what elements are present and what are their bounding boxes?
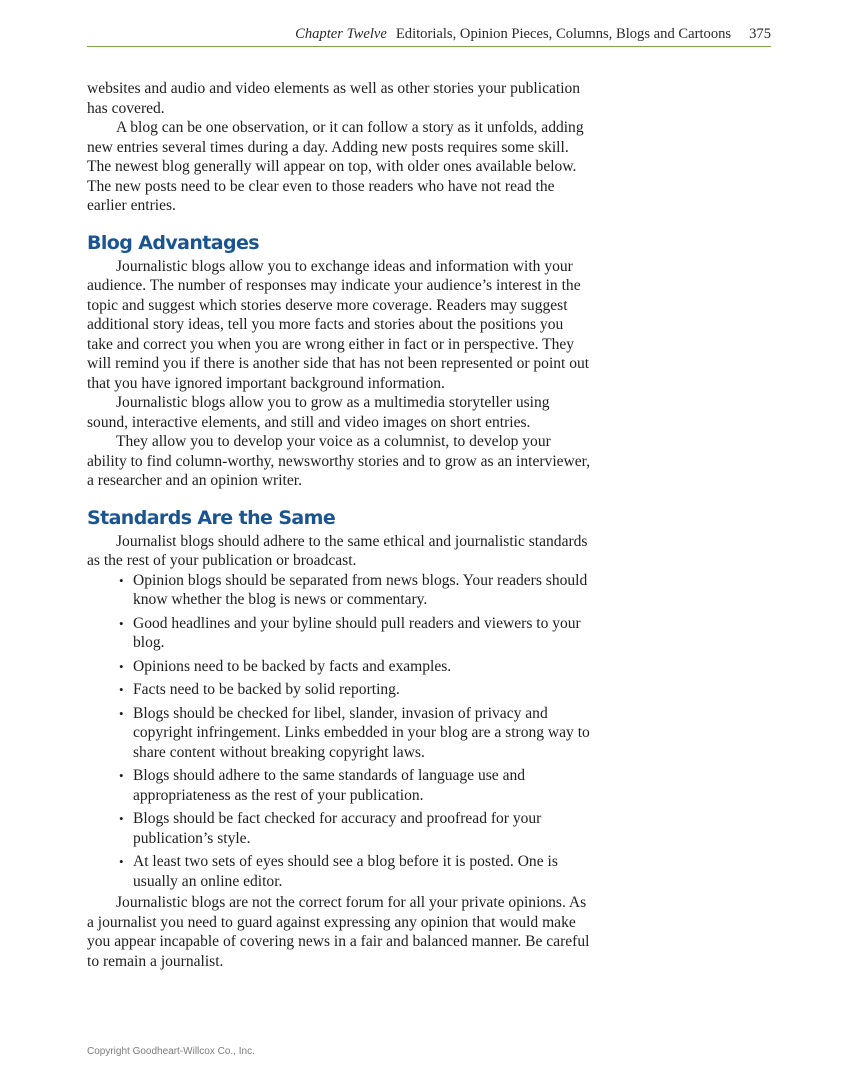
standards-lead-paragraph: Journalist blogs should adhere to the same ethical and journalistic standards as the rest of your publication or broadcast.: [87, 532, 588, 569]
bullet-icon: •: [119, 658, 124, 674]
section-heading-blog-advantages: Blog Advantages: [87, 231, 260, 254]
body-text: [87, 79, 593, 971]
list-item-text: At least two sets of eyes should see a blog before it is posted. One is usually an online editor.: [133, 853, 558, 890]
list-item: [119, 809, 593, 848]
advantages-paragraph-3: They allow you to develop your voice as a columnist, to develop your ability to find column-worthy, newsworthy stories and to grow as an interviewer, a researcher and an opinion writer.: [87, 433, 591, 489]
bullet-icon: •: [119, 682, 124, 697]
intro-paragraph-2: A blog can be one observation, or it can follow a story as it unfolds, adding new entries several times during a day. Adding new posts requires some skill. The newest blog generally will appear on top, with older ones available below. The new posts need to be clear even to those readers who have not read the earlier entries.: [87, 119, 584, 214]
standards-closing-paragraph: Journalistic blogs are not the correct forum for all your private opinions. As a journalist you need to guard against expressing any opinion that would make you appear incapable of covering news in a fair and balanced manner. Be careful to remain a journalist.: [87, 894, 590, 970]
intro-paragraph-1: websites and audio and video elements as well as other stories your publication has covered.: [87, 80, 581, 117]
advantages-paragraph-2: Journalistic blogs allow you to grow as a multimedia storyteller using sound, interactive elements, and still and video images on short entries.: [87, 394, 550, 431]
bullet-icon: •: [119, 615, 124, 631]
list-item: [119, 766, 593, 805]
chapter-title: Editorials, Opinion Pieces, Columns, Blogs and Cartoons: [395, 26, 732, 42]
list-item-text: Blogs should be fact checked for accuracy and proofread for your publication’s style.: [133, 810, 542, 847]
list-item: [119, 614, 593, 653]
list-item: [119, 680, 593, 700]
list-item: [119, 852, 593, 891]
bullet-icon: •: [119, 572, 124, 588]
advantages-paragraph-1: Journalistic blogs allow you to exchange ideas and information with your audience. The number of responses may indicate your audience’s interest in the topic and suggest which stories deserve more coverage. Readers may suggest additional story ideas, tell you more facts and stories about the positions you take and correct you when you are wrong either in fact or in perspective. They will remind you if there is another side that has not been represented or point out that you have ignored important background information.: [87, 257, 590, 392]
list-item: [119, 571, 593, 610]
list-item-text: Opinions need to be backed by facts and examples.: [133, 657, 452, 675]
header-rule: [87, 46, 771, 47]
copyright-footer: Copyright Goodheart-Willcox Co., Inc.: [87, 1046, 255, 1057]
bullet-icon: •: [119, 768, 124, 783]
page-number: 375: [749, 26, 771, 42]
list-item-text: Blogs should be checked for libel, slander, invasion of privacy and copyright infringement. Links embedded in your blog are a strong way to share content without breaking copyright laws.: [133, 704, 590, 761]
running-head: [87, 26, 771, 43]
list-item: [119, 657, 593, 677]
chapter-label: Chapter Twelve: [295, 26, 387, 42]
bullet-icon: •: [119, 705, 124, 721]
list-item: [119, 704, 593, 763]
list-item-text: Opinion blogs should be separated from news blogs. Your readers should know whether the blog is news or commentary.: [133, 571, 588, 608]
bullet-icon: •: [119, 854, 124, 869]
list-item-text: Good headlines and your byline should pull readers and viewers to your blog.: [133, 614, 581, 651]
standards-bullet-list: [87, 571, 593, 892]
section-heading-standards: Standards Are the Same: [87, 506, 336, 529]
bullet-icon: •: [119, 811, 124, 826]
list-item-text: Blogs should adhere to the same standards of language use and appropriateness as the rest of your publication.: [133, 767, 526, 804]
list-item-text: Facts need to be backed by solid reporting.: [133, 681, 400, 698]
